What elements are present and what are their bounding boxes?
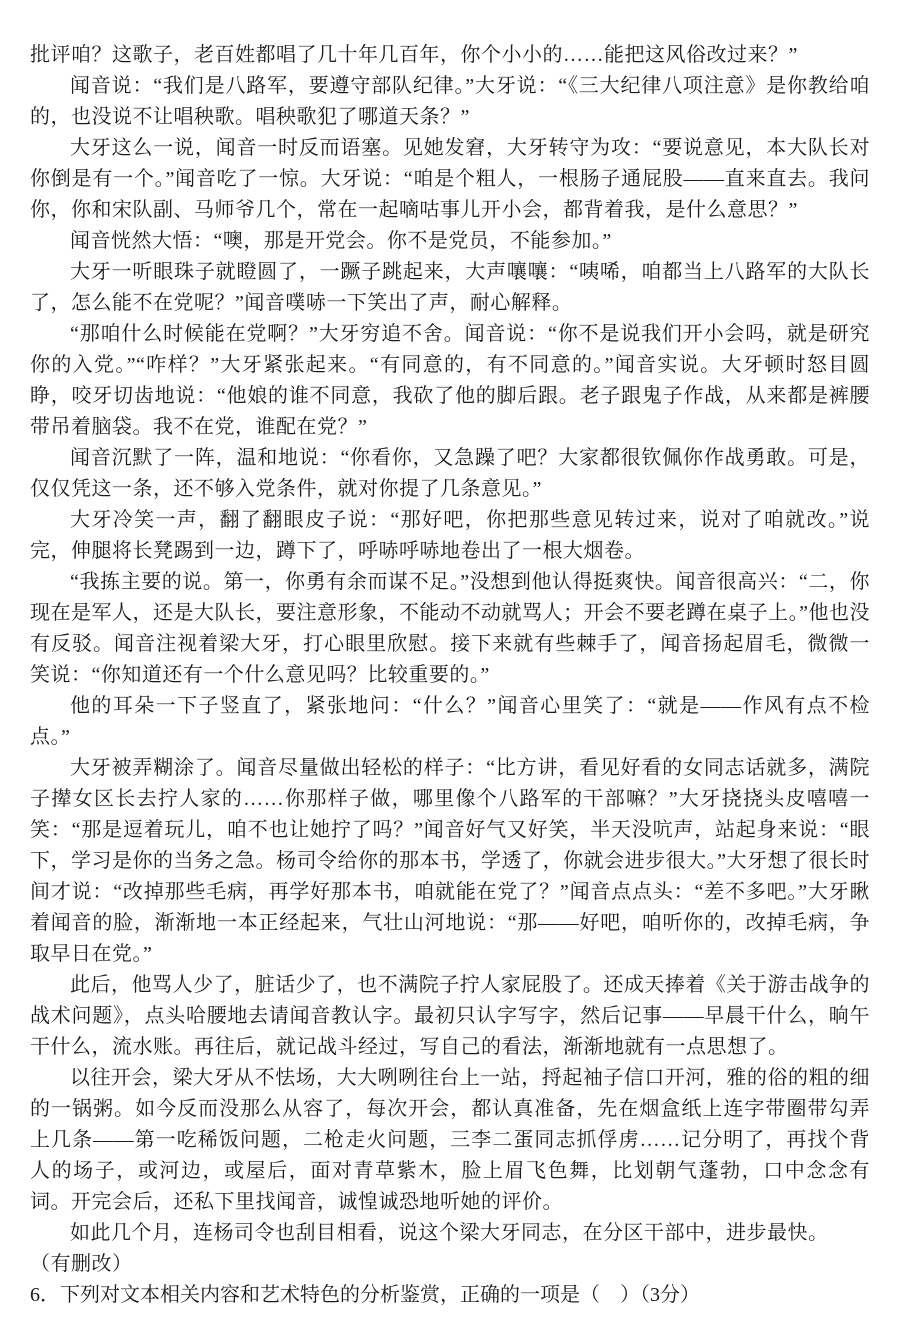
passage-paragraph: “我拣主要的说。第一，你勇有余而谋不足。”没想到他认得挺爽快。闻音很高兴：“二，你现在是军人，还是大队长，要注意形象，不能动不动就骂人；开会不要老蹲在桌子上。”他也没有反驳。闻音注视着梁大牙，打心眼里欣慰。接下来就有些棘手了，闻音扬起眉毛，微微一笑说：“你知道还有一个什么意见吗？比较重要的。”	[30, 571, 870, 686]
passage-paragraph: 大牙这么一说，闻音一时反而语塞。见她发窘，大牙转守为攻：“要说意见，本大队长对你倒是有一个。”闻音吃了一惊。大牙说：“咱是个粗人，一根肠子通屁股——直来直去。我问你，你和宋队副、马师爷几个，常在一起嘀咕事儿开小会，都背着我，是什么意思？”	[30, 137, 870, 221]
passage-paragraph: 此后，他骂人少了，脏话少了，也不满院子拧人家屁股了。还成天捧着《关于游击战争的战术问题》，点头哈腰地去请闻音教认字。最初只认字写字，然后记事——早晨干什么，晌午干什么，流水账。再往后，就记战斗经过，写自己的看法，渐渐地就有一点思想了。	[30, 974, 870, 1058]
passage-paragraph: 大牙一听眼珠子就瞪圆了，一蹶子跳起来，大声嚷嚷：“咦唏，咱都当上八路军的大队长了，怎么能不在党呢？”闻音噗哧一下笑出了声，耐心解释。	[30, 261, 870, 314]
passage-paragraph: 闻音恍然大悟：“噢，那是开党会。你不是党员，不能参加。”	[70, 230, 612, 252]
passage-paragraph: 以往开会，梁大牙从不怯场，大大咧咧往台上一站，捋起袖子信口开河，雅的俗的粗的细的一锅粥。如今反而没那么从容了，每次开会，都认真准备，先在烟盒纸上连字带圈带勾弄上几条——第一吃稀饭问题，二枪走火问题，三李二蛋同志抓俘虏……记分明了，再找个背人的场子，或河边，或屋后，面对青草紫木，脸上眉飞色舞，比划朝气蓬勃，口中念念有词。开完会后，还私下里找闻音，诚惶诚恐地听她的评价。	[30, 1067, 870, 1213]
passage-paragraph: 他的耳朵一下子竖直了，紧张地问：“什么？”闻音心里笑了：“就是——作风有点不检点。”	[30, 695, 870, 748]
reading-passage	[30, 40, 870, 1280]
attribution-note: （有删改）	[30, 1253, 133, 1275]
passage-paragraph: 大牙冷笑一声，翻了翻眼皮子说：“那好吧，你把那些意见转过来，说对了咱就改。”说完，伸腿将长凳踢到一边，蹲下了，呼哧呼哧地卷出了一根大烟卷。	[30, 509, 870, 562]
passage-paragraph: 如此几个月，连杨司令也刮目相看，说这个梁大牙同志，在分区干部中，进步最快。	[70, 1222, 829, 1244]
passage-paragraph: “那咱什么时候能在党啊？”大牙穷追不舍。闻音说：“你不是说我们开小会吗，就是研究你的入党。”“咋样？”大牙紧张起来。“有同意的，有不同意的。”闻音实说。大牙顿时怒目圆睁，咬牙切齿地说：“他娘的谁不同意，我砍了他的脚后跟。老子跟鬼子作战，从来都是裤腰带吊着脑袋。我不在党，谁配在党？”	[30, 323, 870, 438]
passage-paragraph: 大牙被弄糊涂了。闻音尽量做出轻松的样子：“比方讲，看见好看的女同志话就多，满院子撵女区长去拧人家的……你那样子做，哪里像个八路军的干部嘛？”大牙挠挠头皮嘻嘻一笑：“那是逗着玩儿，咱不也让她拧了吗？”闻音好气又好笑，半天没吭声，站起身来说：“眼下，学习是你的当务之急。杨司令给你的那本书，学透了，你就会进步很大。”大牙想了很长时间才说：“改掉那些毛病，再学好那本书，咱就能在党了？”闻音点点头：“差不多吧。”大牙瞅着闻音的脸，渐渐地一本正经起来，气壮山河地说：“那——好吧，咱听你的，改掉毛病，争取早日在党。”	[30, 757, 870, 965]
question-6: 6．下列对文本相关内容和艺术特色的分析鉴赏，正确的一项是（ ）（3分）	[30, 1284, 700, 1306]
passage-paragraph: 批评咱？这歌子，老百姓都唱了几十年几百年，你个小小的……能把这风俗改过来？”	[30, 44, 798, 66]
passage-paragraph: 闻音沉默了一阵，温和地说：“你看你，又急躁了吧？大家都很钦佩你作战勇敢。可是，仅仅凭这一条，还不够入党条件，就对你提了几条意见。”	[30, 447, 870, 500]
passage-paragraph: 闻音说：“我们是八路军，要遵守部队纪律。”大牙说：“《三大纪律八项注意》是你教给咱的，也没说不让唱秧歌。唱秧歌犯了哪道天条？”	[30, 75, 870, 128]
